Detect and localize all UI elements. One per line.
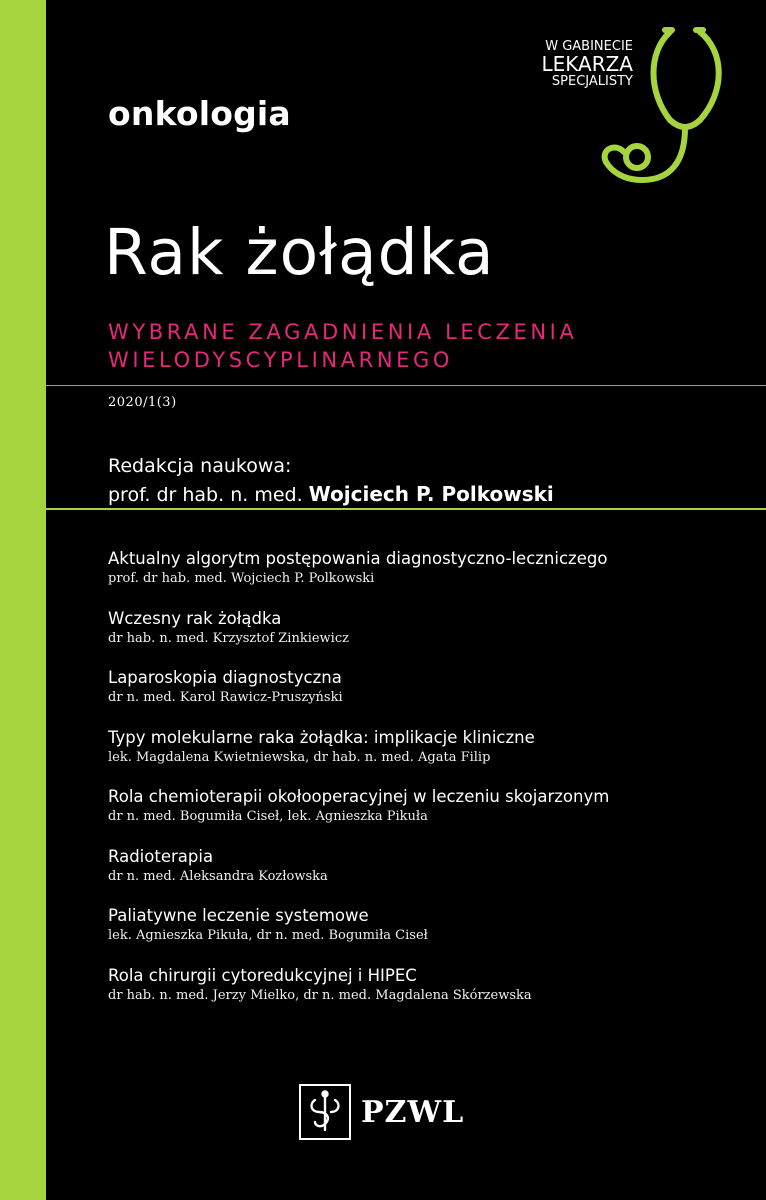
editors-label: Redakcja naukowa:	[108, 455, 292, 477]
badge-line-3: SPECJALISTY	[551, 73, 633, 89]
toc-item-title: Rola chirurgii cytoredukcyjnej i HIPEC	[108, 965, 417, 985]
toc-item	[108, 548, 748, 608]
publisher-logo	[299, 1083, 464, 1141]
toc-item-authors: lek. Agnieszka Pikuła, dr n. med. Bogumiła Ciseł	[108, 928, 428, 943]
toc-item-title: Rola chemioterapii okołooperacyjnej w leczeniu skojarzonym	[108, 787, 610, 806]
subtitle-line-1: WYBRANE ZAGADNIENIA LECZENIA	[108, 320, 578, 344]
series-badge	[520, 22, 760, 192]
table-of-contents	[108, 548, 748, 1024]
pzwl-logo-icon	[299, 1084, 351, 1140]
toc-item	[108, 667, 748, 727]
badge-line-2: LEKARZA	[541, 51, 633, 76]
toc-item	[108, 727, 748, 787]
toc-item-title: Radioterapia	[108, 846, 214, 866]
book-subtitle	[108, 318, 577, 374]
toc-item-title: Laparoskopia diagnostyczna	[108, 668, 342, 687]
toc-item-title: Typy molekularne raka żołądka: implikacje kliniczne	[108, 727, 535, 747]
publisher-name: PZWL	[361, 1094, 465, 1130]
toc-item-title: Paliatywne leczenie systemowe	[108, 906, 369, 925]
toc-item-authors: prof. dr hab. med. Wojciech P. Polkowski	[108, 571, 375, 586]
editors-block	[108, 452, 554, 509]
toc-item	[108, 846, 748, 906]
toc-item-authors: lek. Magdalena Kwietniewska, dr hab. n. med. Agata Filip	[108, 749, 491, 765]
toc-item-authors: dr hab. n. med. Krzysztof Zinkiewicz	[108, 630, 349, 646]
divider-green	[46, 508, 766, 510]
editor-name: Wojciech P. Polkowski	[308, 482, 554, 506]
toc-item	[108, 786, 748, 846]
series-label: onkologia	[108, 94, 291, 133]
toc-item	[108, 608, 748, 668]
editor-prefix: prof. dr hab. n. med.	[108, 484, 303, 506]
badge-text	[541, 40, 633, 88]
toc-item	[108, 905, 748, 965]
toc-item-title: Aktualny algorytm postępowania diagnostyczno-leczniczego	[108, 549, 608, 568]
divider-top	[46, 385, 766, 386]
issue-number: 2020/1(3)	[108, 395, 177, 410]
toc-item-authors: dr hab. n. med. Jerzy Mielko, dr n. med. Magdalena Skórzewska	[108, 987, 532, 1003]
book-title: Rak żołądka	[104, 216, 495, 289]
editor-line	[108, 480, 554, 509]
toc-item-authors: dr n. med. Aleksandra Kozłowska	[108, 868, 328, 884]
toc-item-title: Wczesny rak żołądka	[108, 608, 282, 628]
green-spine-strip	[0, 0, 46, 1200]
subtitle-line-2: WIELODYSCYPLINARNEGO	[108, 348, 454, 372]
toc-item	[108, 965, 748, 1025]
badge-line-1: W GABINECIE	[545, 39, 633, 54]
toc-item-authors: dr n. med. Karol Rawicz-Pruszyński	[108, 690, 343, 705]
toc-item-authors: dr n. med. Bogumiła Ciseł, lek. Agnieszka Pikuła	[108, 809, 428, 824]
